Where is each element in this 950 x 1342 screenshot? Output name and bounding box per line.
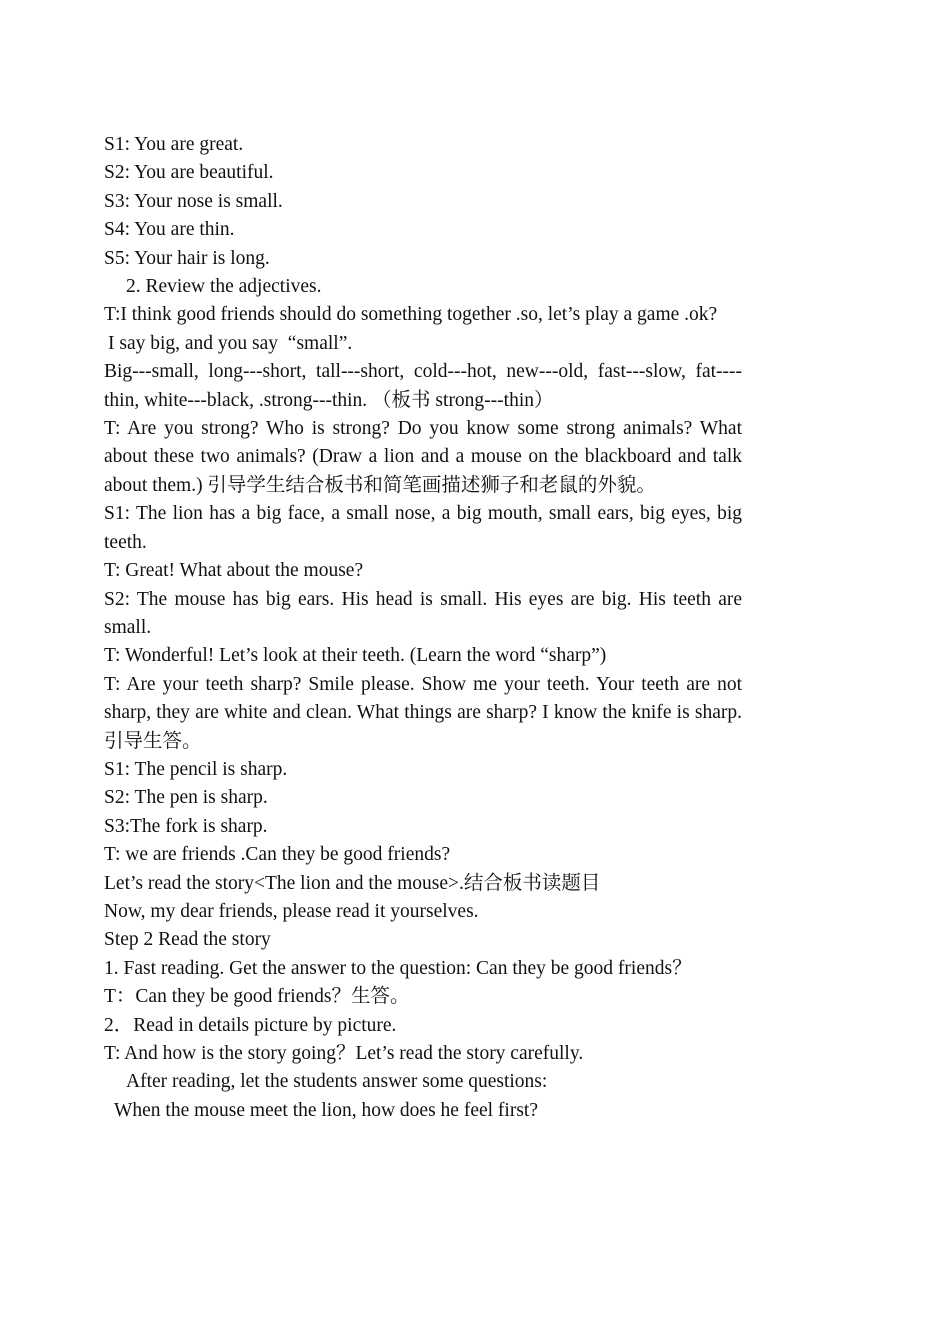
text-line: S1: You are great. — [104, 134, 244, 155]
section-heading: 2. Review the adjectives. — [126, 276, 322, 298]
paragraph: 1. Fast reading. Get the answer to the question: Can they be good friends？ — [104, 957, 692, 979]
text-line: After reading, let the students answer some questions: — [126, 1071, 548, 1093]
paragraph: S2: The mouse has big ears. His head is small. His eyes are big. His teeth are small. — [104, 588, 742, 638]
text-line: 2．Read in details picture by picture. — [104, 1014, 397, 1036]
text-line: T: And how is the story going？Let’s read the story carefully. — [104, 1043, 584, 1064]
text-line: T: Great! What about the mouse? — [104, 560, 364, 582]
text-line: S2: The pen is sharp. — [104, 787, 268, 809]
paragraph: T: Are you strong? Who is strong? Do you know some strong animals? What about these two animals? (Draw a lion and a mouse on the blackboard and talk about them.) 引导学生结合板书和简笔画描述狮子和老鼠的外貌。 — [104, 418, 742, 496]
text-line: I say big, and you say “small”. — [108, 332, 353, 354]
paragraph: S1: The lion has a big face, a small nose, a big mouth, small ears, big eyes, big teeth. — [104, 503, 742, 553]
text-line: S2: You are beautiful. — [104, 162, 274, 184]
text-line: S4: You are thin. — [104, 219, 235, 241]
paragraph: Big---small, long---short, tall---short, cold---hot, new---old, fast---slow, fat----thin, white---black, .strong---thin. （板书 strong---thin） — [104, 361, 742, 411]
text-line: S1: The pencil is sharp. — [104, 758, 288, 780]
text-line: Now, my dear friends, please read it yourselves. — [104, 900, 479, 922]
text-line: T：Can they be good friends？生答。 — [104, 986, 410, 1008]
text-line: S5: Your hair is long. — [104, 247, 270, 269]
text-line: S3: Your nose is small. — [104, 190, 283, 212]
text-line: T: Wonderful! Let’s look at their teeth. (Learn the word “sharp”) — [104, 645, 607, 667]
text-line: S3:The fork is sharp. — [104, 815, 268, 837]
paragraph: T: Are your teeth sharp? Smile please. Show me your teeth. Your teeth are not sharp, they are white and clean. What things are sharp? I know the knife is sharp.引导生答。 — [104, 673, 742, 752]
text-line: When the mouse meet the lion, how does he feel first? — [114, 1099, 538, 1121]
text-line: T: we are friends .Can they be good friends? — [104, 844, 451, 866]
document-page — [104, 131, 742, 1125]
paragraph: T:I think good friends should do something together .so, let’s play a game .ok? — [104, 304, 718, 326]
section-heading: Step 2 Read the story — [104, 929, 271, 951]
text-line: Let’s read the story<The lion and the mouse>.结合板书读题目 — [104, 872, 601, 894]
